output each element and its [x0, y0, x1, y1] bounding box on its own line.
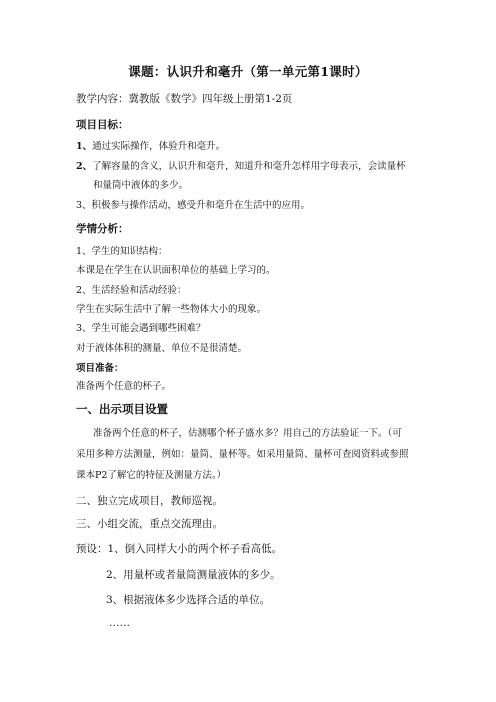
preset-line-1: 预设：1、倒入同样大小的两个杯子看高低。: [76, 543, 283, 555]
objectives-heading: 项目目标：: [76, 119, 129, 131]
objective-1: [76, 142, 225, 152]
teaching-content: 教学内容：冀教版《数学》四年级上册第1-2页: [76, 93, 293, 105]
objective-2: [76, 162, 406, 172]
section-1-para-line-1: 准备两个任意的杯子，估测哪个杯子盛水多？用自己的方法验证一下。（可: [93, 428, 402, 439]
objective-2-number: 2、: [76, 161, 93, 172]
section-1-para-line-2: 采用多种方法测量，例如：量筒、量杯等。如采用量筒、量杯可查阅资料或参照: [76, 449, 409, 460]
preset-ellipsis: ……: [109, 617, 130, 629]
objective-2-text: 了解容量的含义，认识升和毫升，知道升和毫升怎样用字母表示，会读量杯: [92, 161, 406, 172]
objective-1-text: 通过实际操作，体验升和毫升。: [92, 141, 226, 152]
analysis-line-6: 对于液体体积的测量、单位不是很清楚。: [76, 343, 248, 354]
section-3: 三、小组交流，重点交流理由。: [76, 518, 223, 530]
analysis-line-4: 学生在实际生活中了解一些物体大小的现象。: [76, 304, 267, 315]
section-2: 二、独立完成项目，教师巡视。: [76, 495, 223, 507]
objective-1-number: 1、: [76, 141, 93, 152]
analysis-line-3: 2、生活经验和活动经验：: [76, 285, 187, 296]
prep-text: 准备两个任意的杯子。: [76, 381, 172, 392]
analysis-line-2: 本课是在学生在认识面积单位的基础上学习的。: [76, 265, 276, 276]
objective-2-continued: 和量筒中液体的多少。: [93, 180, 189, 191]
section-1-heading: 一、出示项目设置: [76, 402, 168, 416]
analysis-line-1: 1、学生的知识结构：: [76, 246, 168, 257]
preset-line-3: 3、根据液体多少选择合适的单位。: [106, 594, 271, 606]
objective-3: 3、积极参与操作活动，感受升和毫升在生活中的应用。: [76, 200, 311, 211]
analysis-line-5: 3、学生可能会遇到哪些困难？: [76, 323, 206, 334]
lesson-title: 课题：认识升和毫升（第一单元第1课时）: [128, 64, 368, 79]
section-1-para-line-3: 课本P2了解它的特征及测量方法。）: [76, 470, 227, 481]
preset-line-2: 2、用量杯或者量筒测量液体的多少。: [106, 569, 281, 581]
prep-heading: 项目准备：: [76, 363, 124, 374]
analysis-heading: 学情分析：: [76, 223, 129, 235]
